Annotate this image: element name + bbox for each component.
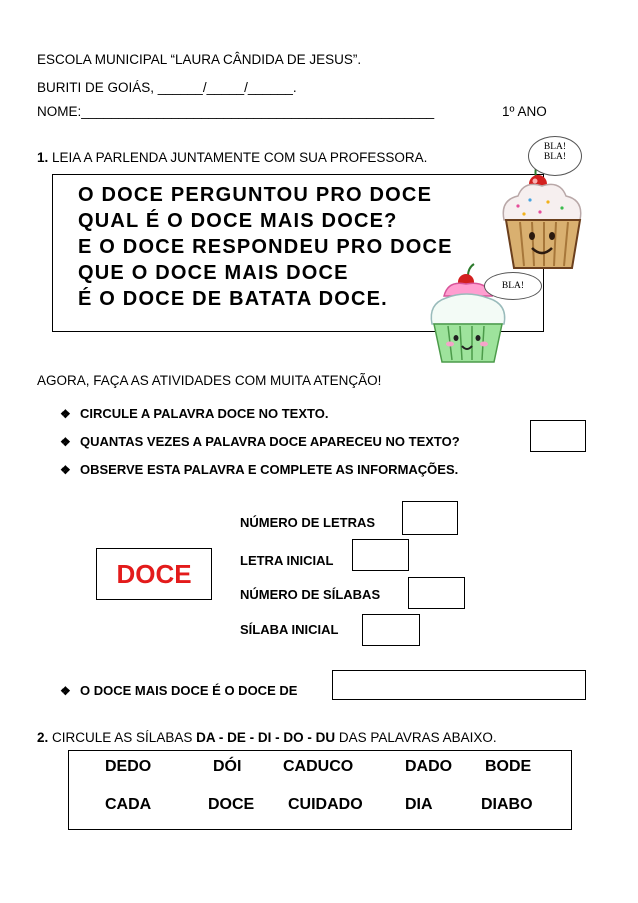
q1-number: 1. — [37, 150, 49, 165]
word-item[interactable]: DÓI — [213, 758, 242, 775]
name-line: NOME:_______________________________________________ — [37, 104, 435, 119]
activity-text: QUANTAS VEZES A PALAVRA DOCE APARECEU NO TEXTO? — [80, 434, 460, 449]
activity-item — [60, 434, 460, 449]
activity-item — [60, 406, 328, 421]
word-item[interactable]: CUIDADO — [288, 796, 363, 813]
activity-text: OBSERVE ESTA PALAVRA E COMPLETE AS INFORMAÇÕES. — [80, 462, 459, 477]
poem-line: QUAL É O DOCE MAIS DOCE? — [78, 210, 398, 232]
activity-text: CIRCULE A PALAVRA DOCE NO TEXTO. — [80, 406, 329, 421]
q1-instruction — [37, 150, 427, 165]
poem-line: E O DOCE RESPONDEU PRO DOCE — [78, 236, 453, 258]
answer-box-count[interactable] — [530, 420, 586, 452]
q2-text: CIRCULE AS SÍLABAS — [52, 730, 197, 745]
answer-box-letter-count[interactable] — [402, 501, 458, 535]
word-item[interactable]: DIA — [405, 796, 433, 813]
poem-line: É O DOCE DE BATATA DOCE. — [78, 288, 388, 310]
info-label-syllable-count: NÚMERO DE SÍLABAS — [240, 587, 381, 602]
q2-instruction — [37, 730, 497, 745]
city-date-line: BURITI DE GOIÁS, ______/_____/______. — [37, 80, 297, 95]
word-item[interactable]: DOCE — [208, 796, 255, 813]
word-item[interactable]: DADO — [405, 758, 453, 775]
activity-text: O DOCE MAIS DOCE É O DOCE DE — [80, 683, 298, 698]
q2-syllables: DA - DE - DI - DO - DU — [196, 730, 336, 745]
bubble-text: BLA! — [543, 142, 567, 152]
diamond-bullet-icon: ❖ — [60, 406, 71, 421]
word-item[interactable]: CADA — [105, 796, 152, 813]
answer-box-first-syllable[interactable] — [362, 614, 420, 646]
diamond-bullet-icon: ❖ — [60, 434, 71, 449]
word-box — [96, 548, 212, 600]
word-item[interactable]: DEDO — [105, 758, 152, 775]
speech-bubble-top — [528, 136, 582, 176]
info-label-first-syllable: SÍLABA INICIAL — [240, 622, 339, 637]
word-item[interactable]: BODE — [485, 758, 532, 775]
poem-line: QUE O DOCE MAIS DOCE — [78, 262, 349, 284]
school-name: ESCOLA MUNICIPAL “LAURA CÂNDIDA DE JESUS”. — [37, 52, 362, 67]
diamond-bullet-icon: ❖ — [60, 683, 71, 698]
q2-text: DAS PALAVRAS ABAIXO. — [335, 730, 497, 745]
q2-number: 2. — [37, 730, 49, 745]
word-item[interactable]: DIABO — [481, 796, 533, 813]
poem-line: O DOCE PERGUNTOU PRO DOCE — [78, 184, 433, 206]
q1-text: LEIA A PARLENDA JUNTAMENTE COM SUA PROFESSORA. — [52, 150, 428, 165]
answer-box-syllable-count[interactable] — [408, 577, 465, 609]
activities-intro: AGORA, FAÇA AS ATIVIDADES COM MUITA ATENÇÃO! — [37, 373, 382, 388]
activity-item-last — [60, 683, 297, 698]
answer-box-first-letter[interactable] — [352, 539, 409, 571]
diamond-bullet-icon: ❖ — [60, 462, 71, 477]
bubble-text: BLA! — [543, 152, 567, 162]
activity-item — [60, 462, 458, 477]
info-label-letter-count: NÚMERO DE LETRAS — [240, 515, 376, 530]
cupcake-brown-icon — [496, 156, 588, 276]
speech-bubble-bottom: BLA! — [484, 272, 542, 300]
answer-box-doce-de[interactable] — [332, 670, 586, 700]
grade-label: 1º ANO — [502, 104, 547, 119]
word-doce: DOCE — [116, 558, 192, 589]
info-label-first-letter: LETRA INICIAL — [240, 553, 334, 568]
word-item[interactable]: CADUCO — [283, 758, 354, 775]
